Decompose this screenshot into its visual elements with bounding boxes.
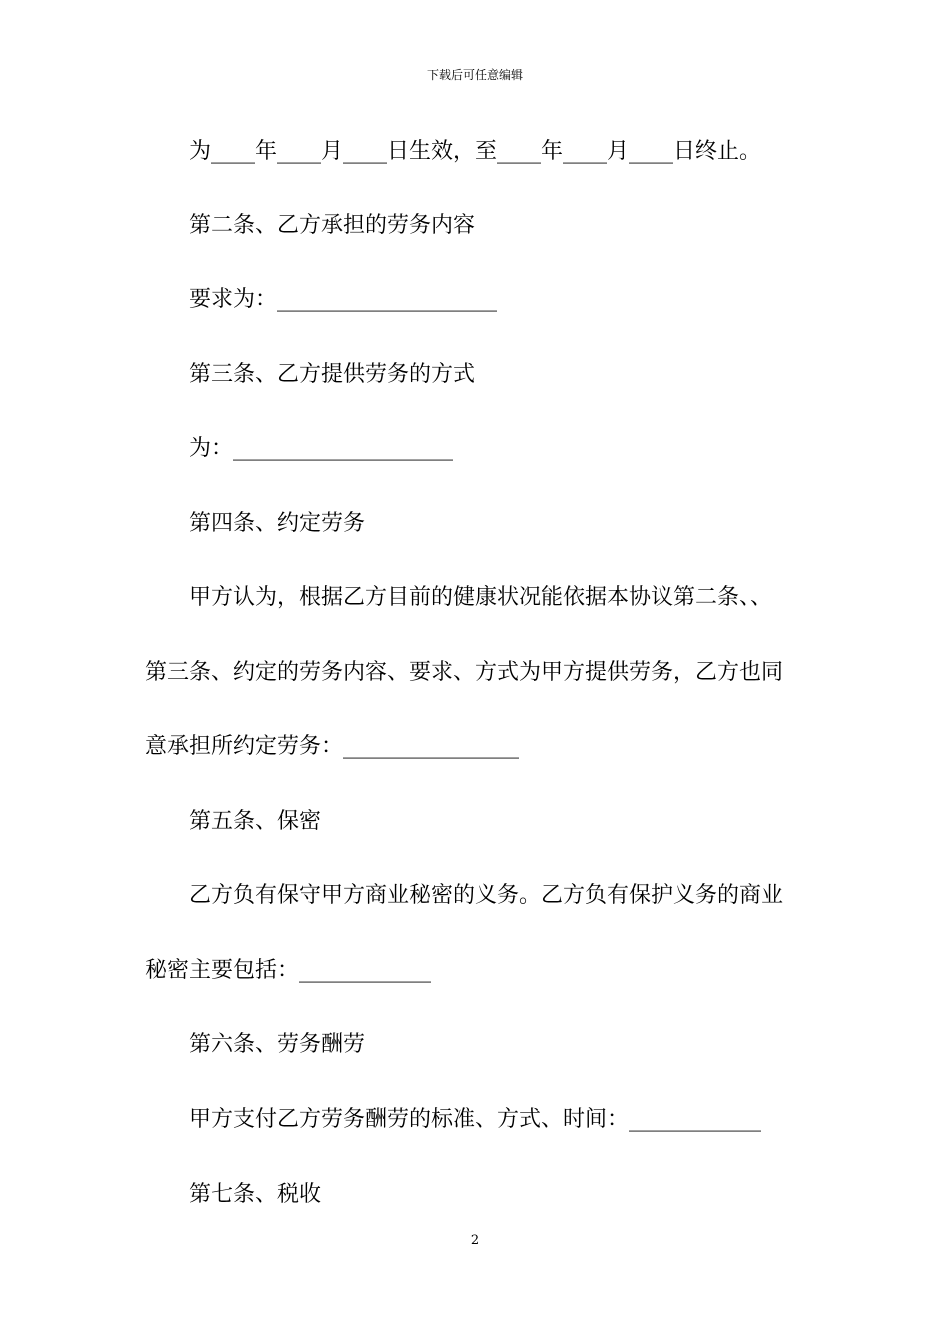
clause-seven-heading: 第七条、税收 (189, 1182, 322, 1207)
clause-one-effective-period: 为____年____月____日生效，至____年____月____日终止。 (189, 139, 762, 164)
clause-three-heading: 第三条、乙方提供劳务的方式 (189, 362, 476, 387)
clause-three-method: 为：____________________ (189, 436, 454, 461)
clause-five-paragraph-line-1: 乙方负有保守甲方商业秘密的义务。乙方负有保护义务的商业 (189, 883, 784, 908)
page-number: 2 (470, 1233, 480, 1248)
page-header: 下载后可任意编辑 (426, 68, 523, 82)
clause-two-heading: 第二条、乙方承担的劳务内容 (189, 213, 476, 238)
clause-six-heading: 第六条、劳务酬劳 (189, 1032, 366, 1057)
clause-two-requirement: 要求为：____________________ (189, 287, 498, 312)
clause-six-paragraph: 甲方支付乙方劳务酬劳的标准、方式、时间：____________ (189, 1107, 762, 1132)
clause-four-paragraph-line-2: 第三条、约定的劳务内容、要求、方式为甲方提供劳务，乙方也同 (145, 660, 784, 685)
clause-five-heading: 第五条、保密 (189, 809, 322, 834)
clause-four-paragraph-line-1: 甲方认为，根据乙方目前的健康状况能依据本协议第二条、、 (189, 585, 773, 610)
clause-five-paragraph-line-2: 秘密主要包括：____________ (145, 958, 432, 983)
clause-four-heading: 第四条、约定劳务 (189, 511, 366, 536)
clause-four-paragraph-line-3: 意承担所约定劳务：________________ (145, 734, 520, 759)
